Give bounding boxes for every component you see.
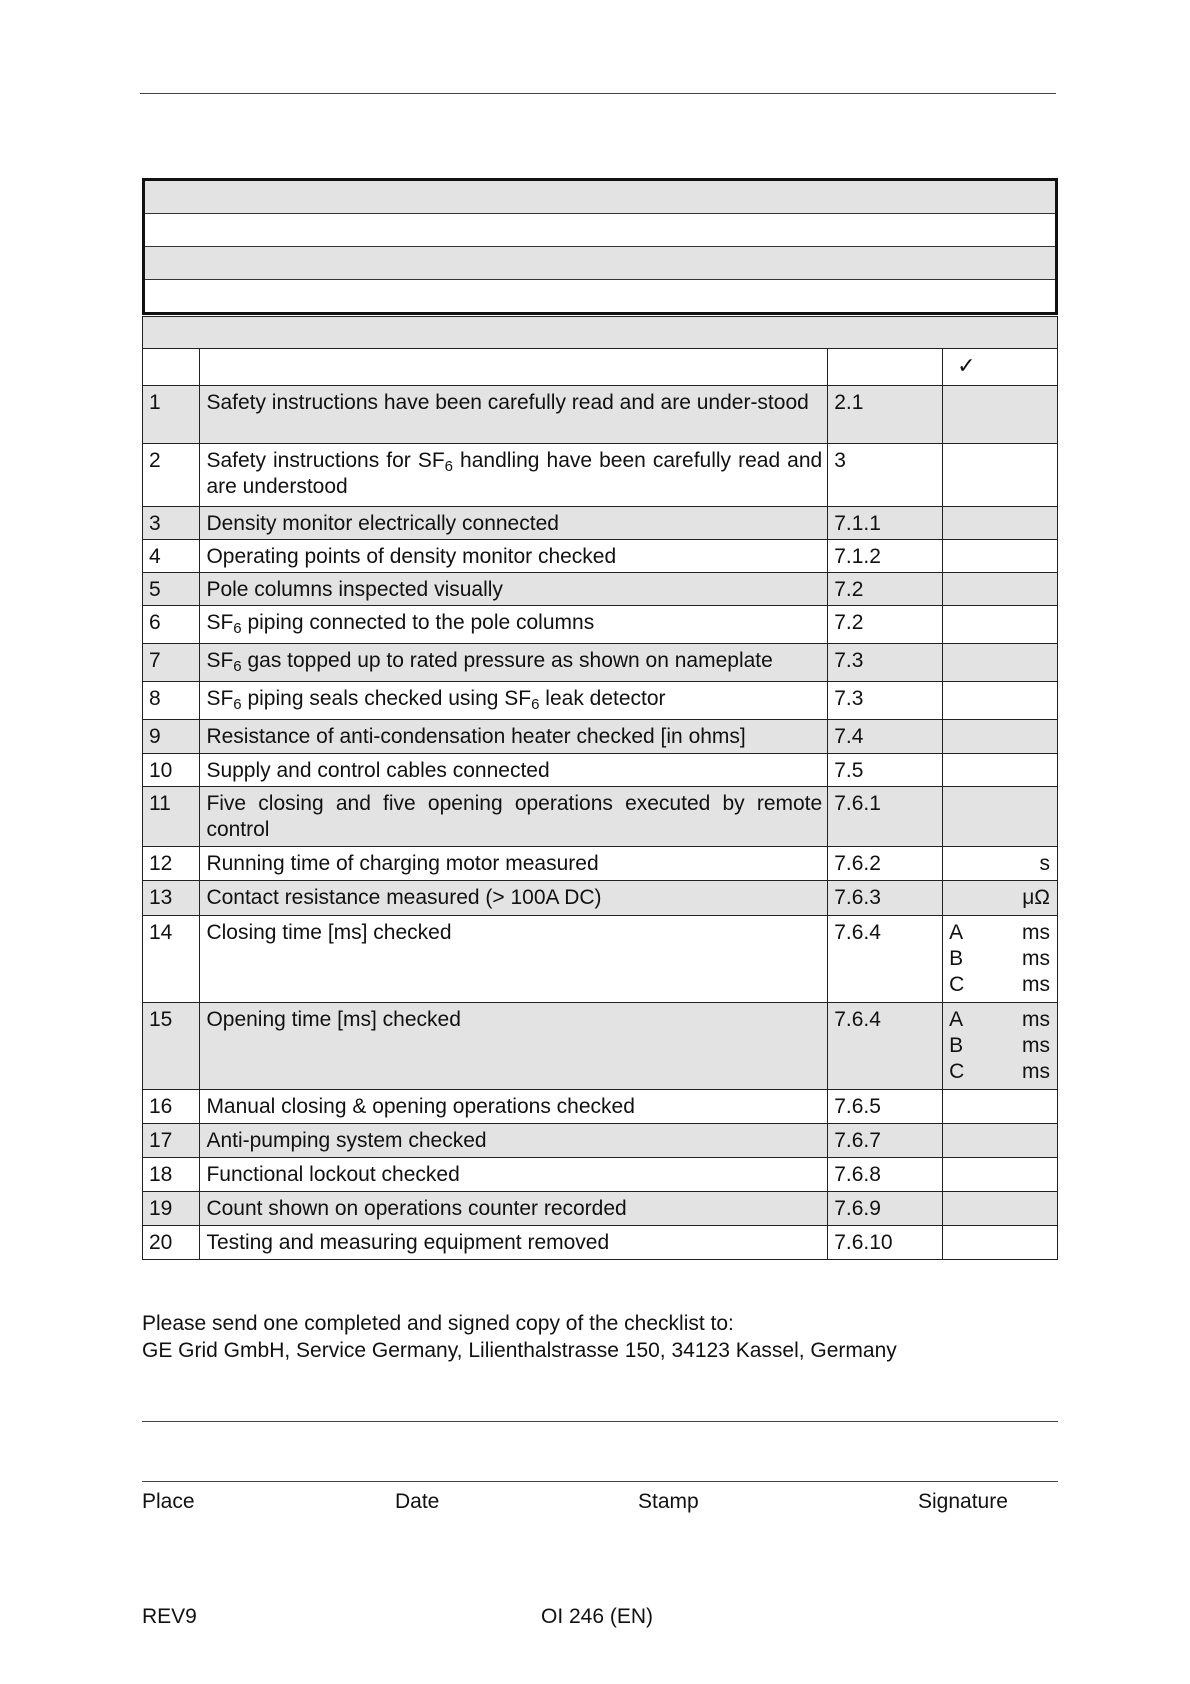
row-result[interactable]	[943, 720, 1058, 754]
row-result[interactable]	[943, 682, 1058, 720]
row-number: 19	[143, 1192, 200, 1226]
header-rule	[140, 93, 1056, 94]
row-result[interactable]	[943, 1003, 1058, 1090]
table-row	[143, 444, 1058, 507]
send-instructions	[142, 1310, 897, 1364]
row-section: 7.4	[828, 720, 943, 754]
row-text: Five closing and five opening operations executed by remote control	[200, 787, 828, 847]
send-address: GE Grid GmbH, Service Germany, Lilienthalstrasse 150, 34123 Kassel, Germany	[142, 1339, 897, 1362]
table-row	[143, 606, 1058, 644]
row-number: 5	[143, 573, 200, 606]
checklist-header-box	[142, 178, 1058, 315]
row-section: 7.6.1	[828, 787, 943, 847]
row-text-part: Safety instructions for SF	[206, 449, 445, 472]
row-result[interactable]	[943, 787, 1058, 847]
unit-label: ms	[1022, 1008, 1050, 1031]
table-row	[143, 1158, 1058, 1192]
table-row	[143, 1090, 1058, 1124]
row-section: 7.3	[828, 644, 943, 682]
phase-label: C	[949, 973, 965, 996]
row-result[interactable]	[943, 881, 1058, 916]
row-text-part: piping seals checked using SF	[241, 687, 532, 710]
table-row	[143, 847, 1058, 881]
row-result[interactable]	[943, 754, 1058, 787]
row-number: 11	[143, 787, 200, 847]
row-result[interactable]	[943, 386, 1058, 444]
phase-line	[949, 1007, 1052, 1033]
row-result[interactable]	[943, 606, 1058, 644]
table-row	[143, 916, 1058, 1003]
table-row	[143, 1192, 1058, 1226]
row-text: Opening time [ms] checked	[200, 1003, 828, 1090]
row-result[interactable]	[943, 507, 1058, 540]
row-number: 6	[143, 606, 200, 644]
signature-rule-upper	[142, 1421, 1058, 1422]
row-text: Running time of charging motor measured	[200, 847, 828, 881]
unit-label: ms	[1022, 921, 1050, 944]
subscript: 6	[233, 658, 242, 675]
row-text-part: SF	[206, 611, 234, 634]
col-header-section	[828, 349, 943, 386]
row-text-part: piping connected to the pole columns	[241, 611, 595, 634]
phase-line	[949, 946, 1052, 972]
table-row	[143, 644, 1058, 682]
row-number: 3	[143, 507, 200, 540]
subscript: 6	[444, 458, 454, 475]
row-section: 7.6.3	[828, 881, 943, 916]
row-text	[200, 644, 828, 682]
row-result[interactable]	[943, 1192, 1058, 1226]
phase-label: B	[949, 947, 964, 970]
table-title-row	[143, 317, 1058, 349]
table-row	[143, 1124, 1058, 1158]
row-section: 7.5	[828, 754, 943, 787]
row-result[interactable]	[943, 644, 1058, 682]
unit-label: s	[1039, 852, 1050, 875]
table-row	[143, 507, 1058, 540]
phase-label: B	[949, 1034, 964, 1057]
unit-label: ms	[1022, 1060, 1050, 1083]
phase-label: A	[949, 1008, 964, 1031]
row-number: 12	[143, 847, 200, 881]
header-field-2	[145, 214, 1055, 247]
row-section: 3	[828, 444, 943, 507]
row-section: 7.2	[828, 573, 943, 606]
unit-label: μΩ	[1022, 886, 1050, 909]
row-text	[200, 606, 828, 644]
header-field-4	[145, 280, 1055, 312]
row-number: 15	[143, 1003, 200, 1090]
row-text	[200, 444, 828, 507]
phase-line	[949, 1059, 1052, 1085]
unit-label: ms	[1022, 973, 1050, 996]
row-number: 9	[143, 720, 200, 754]
row-result[interactable]	[943, 916, 1058, 1003]
phase-label: A	[949, 921, 964, 944]
row-section: 7.6.10	[828, 1226, 943, 1260]
row-number: 14	[143, 916, 200, 1003]
row-text: Anti-pumping system checked	[200, 1124, 828, 1158]
row-text-part: SF	[206, 687, 234, 710]
stamp-label: Stamp	[638, 1490, 699, 1513]
row-text: Contact resistance measured (> 100A DC)	[200, 881, 828, 916]
unit-label: ms	[1022, 1034, 1050, 1057]
signature-rule-lower	[142, 1481, 1058, 1482]
row-text: Safety instructions have been carefully read and are under-stood	[200, 386, 828, 444]
col-header-num	[143, 349, 200, 386]
row-text: Closing time [ms] checked	[200, 916, 828, 1003]
row-number: 4	[143, 540, 200, 573]
row-section: 7.6.4	[828, 916, 943, 1003]
place-label: Place	[142, 1490, 195, 1513]
table-row	[143, 754, 1058, 787]
row-number: 17	[143, 1124, 200, 1158]
phase-line	[949, 972, 1052, 998]
row-text: Manual closing & opening operations checked	[200, 1090, 828, 1124]
row-text: Operating points of density monitor checked	[200, 540, 828, 573]
signature-label: Signature	[918, 1490, 1008, 1513]
table-row	[143, 573, 1058, 606]
date-label: Date	[395, 1490, 440, 1513]
row-number: 2	[143, 444, 200, 507]
row-number: 10	[143, 754, 200, 787]
phase-label: C	[949, 1060, 965, 1083]
row-number: 20	[143, 1226, 200, 1260]
header-field-1	[145, 181, 1055, 214]
checklist-table	[142, 316, 1058, 1260]
row-section: 7.6.9	[828, 1192, 943, 1226]
row-section: 7.6.7	[828, 1124, 943, 1158]
row-result[interactable]	[943, 540, 1058, 573]
header-field-3	[145, 247, 1055, 280]
row-result[interactable]	[943, 573, 1058, 606]
row-section: 7.6.2	[828, 847, 943, 881]
col-header-text	[200, 349, 828, 386]
row-text	[200, 682, 828, 720]
subscript: 6	[531, 696, 540, 713]
row-text: Supply and control cables connected	[200, 754, 828, 787]
row-text: Density monitor electrically connected	[200, 507, 828, 540]
subscript: 6	[233, 696, 242, 713]
send-line-1: Please send one completed and signed copy of the checklist to:	[142, 1312, 734, 1335]
row-number: 18	[143, 1158, 200, 1192]
row-section: 7.1.1	[828, 507, 943, 540]
unit-label: ms	[1022, 947, 1050, 970]
column-header-row	[143, 349, 1058, 386]
row-section: 2.1	[828, 386, 943, 444]
table-title-cell	[143, 317, 1058, 349]
row-text: Pole columns inspected visually	[200, 573, 828, 606]
row-text: Testing and measuring equipment removed	[200, 1226, 828, 1260]
row-number: 1	[143, 386, 200, 444]
table-row	[143, 720, 1058, 754]
phase-line	[949, 1033, 1052, 1059]
row-text: Functional lockout checked	[200, 1158, 828, 1192]
row-text-part: leak detector	[539, 687, 666, 710]
row-section: 7.3	[828, 682, 943, 720]
row-section: 7.6.5	[828, 1090, 943, 1124]
row-section: 7.6.4	[828, 1003, 943, 1090]
row-result[interactable]	[943, 1158, 1058, 1192]
row-number: 7	[143, 644, 200, 682]
row-text-part: SF	[206, 649, 234, 672]
row-result[interactable]	[943, 444, 1058, 507]
row-text-part: gas topped up to rated pressure as shown on nameplate	[241, 649, 773, 672]
row-result[interactable]	[943, 1226, 1058, 1260]
table-row	[143, 540, 1058, 573]
phase-line	[949, 920, 1052, 946]
row-text: Count shown on operations counter recorded	[200, 1192, 828, 1226]
table-row	[143, 1003, 1058, 1090]
row-number: 13	[143, 881, 200, 916]
row-section: 7.2	[828, 606, 943, 644]
table-row	[143, 682, 1058, 720]
table-row	[143, 1226, 1058, 1260]
row-number: 16	[143, 1090, 200, 1124]
row-section: 7.6.8	[828, 1158, 943, 1192]
table-row	[143, 386, 1058, 444]
table-row	[143, 881, 1058, 916]
row-text: Resistance of anti-condensation heater checked [in ohms]	[200, 720, 828, 754]
subscript: 6	[233, 620, 242, 637]
row-number: 8	[143, 682, 200, 720]
row-text-part: handling have been carefully read and are understood	[206, 449, 823, 498]
table-row	[143, 787, 1058, 847]
row-section: 7.1.2	[828, 540, 943, 573]
row-result[interactable]	[943, 1124, 1058, 1158]
row-result[interactable]	[943, 847, 1058, 881]
document-number: OI 246 (EN)	[541, 1605, 654, 1628]
check-mark-icon: ✓	[943, 349, 1058, 386]
row-result[interactable]	[943, 1090, 1058, 1124]
revision-label: REV9	[142, 1605, 197, 1628]
